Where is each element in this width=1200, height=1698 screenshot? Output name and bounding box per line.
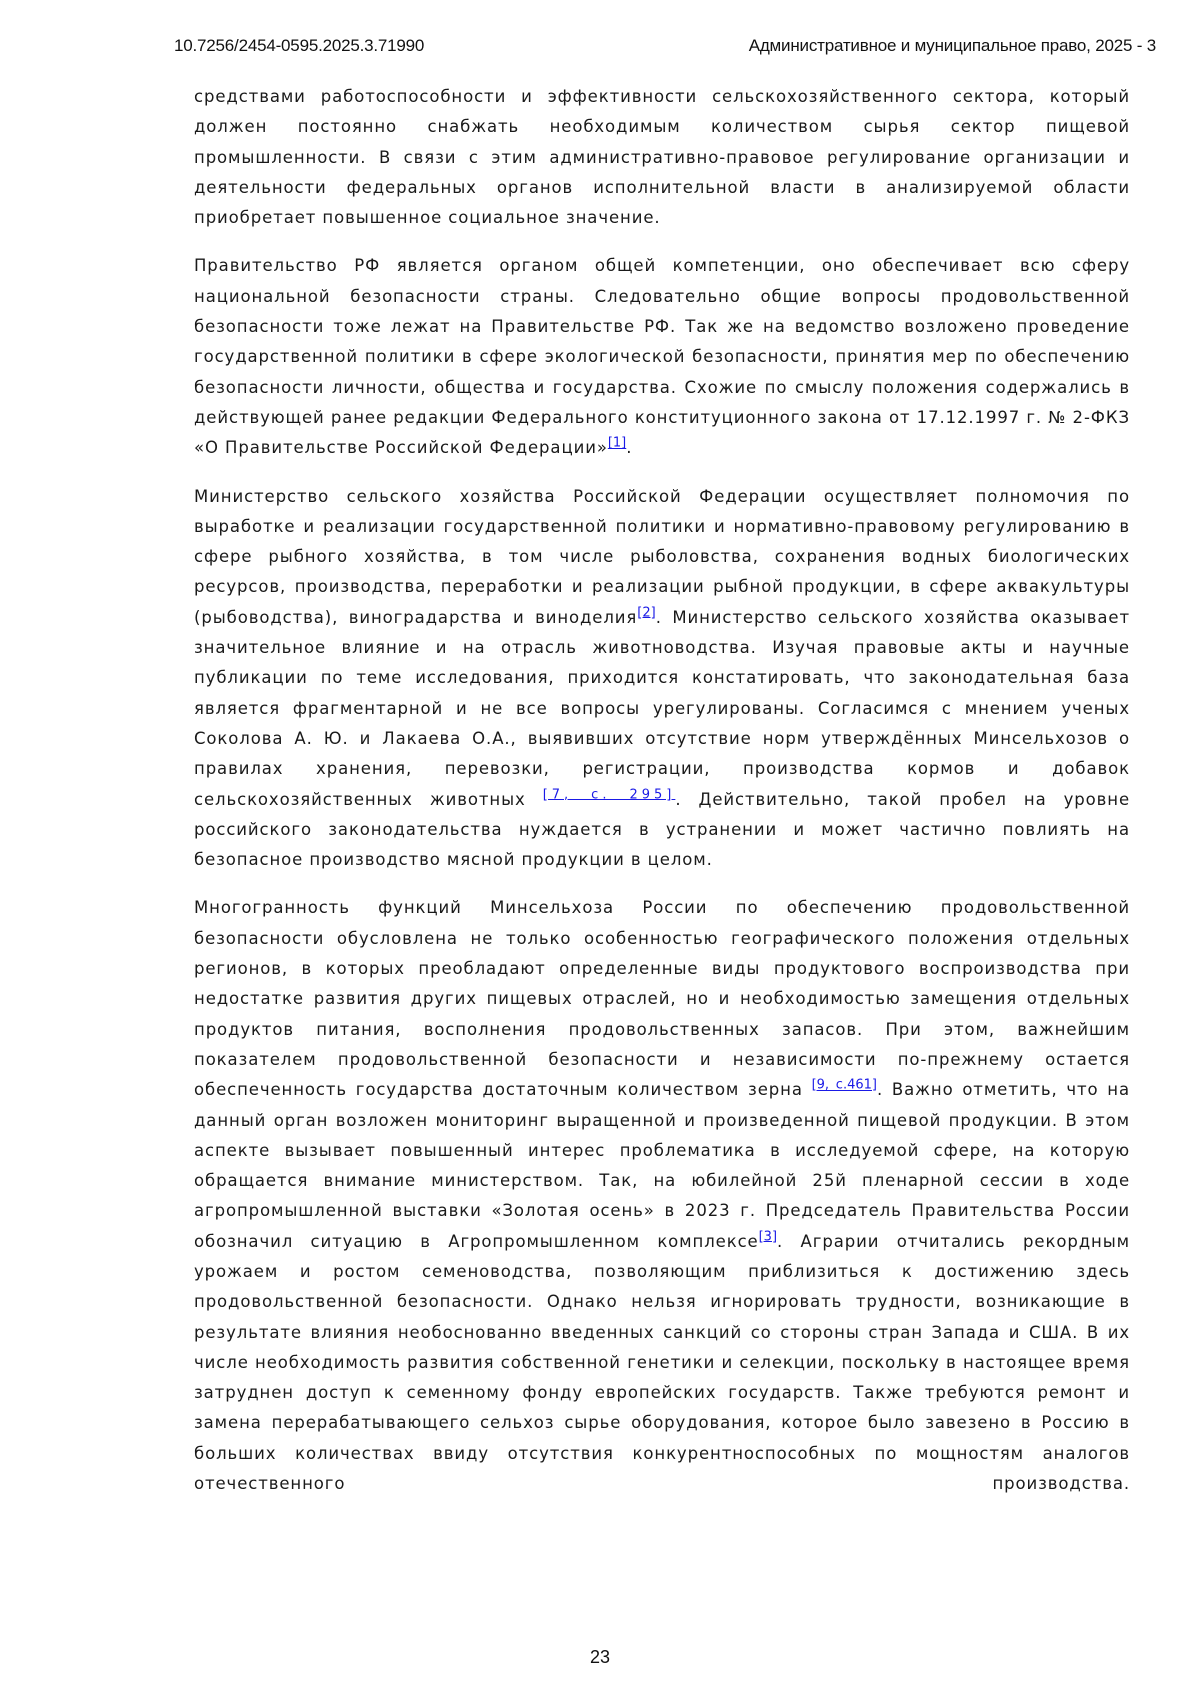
paragraph-text: средствами работоспособности и эффективности сельскохозяйственного сектора, который должен постоянно снабжать необходимым количеством сырья сектор пищевой промышленности. В связи с этим административно-правовое регулирование организации и деятельности федеральных органов исполнительной власти в анализируемой области приобретает повышенное социальное значение. (194, 87, 1130, 228)
journal-title: Административное и муниципальное право, 2025 - 3 (748, 36, 1156, 55)
paragraph-text: Министерство сельского хозяйства Российской Федерации осуществляет полномочия по выработке и реализации государственной политики и нормативно-правовому регулированию в сфере рыбного хозяйства, в том числе рыболовства, сохранения водных биологических ресурсов, производства, переработки и реализации рыбной продукции, в сфере аквакультуры (рыбоводства), виноградарства и виноделия (194, 486, 1130, 627)
paragraph (194, 251, 1130, 463)
paragraph-text: . Аграрии отчитались рекордным урожаем и ростом семеноводства, позволяющим приблизиться к достижению здесь продовольственной безопасности. Однако нельзя игнорировать трудности, возникающие в результате влияния необоснованно введенных санкций со стороны стран Запада и США. В их числе необходимость развития собственной генетики и селекции, поскольку в настоящее время затруднен доступ к семенному фонду европейских государств. Также требуются ремонт и замена перерабатывающего сельхоз сырье оборудования, которое было завезено в Россию в больших количествах ввиду отсутствия конкурентноспособных по мощностям аналогов отечественного производства. (194, 1231, 1130, 1494)
paragraph (194, 893, 1130, 1499)
paragraph-text: Правительство РФ является органом общей компетенции, оно обеспечивает всю сферу национальной безопасности страны. Следовательно общие вопросы продовольственной безопасности тоже лежат на Правительстве РФ. Так же на ведомство возложено проведение государственной политики в сфере экологической безопасности, принятия мер по обеспечению безопасности личности, общества и государства. Схожие по смыслу положения содержались в действующей ранее редакции Федерального конституционного закона от 17.12.1997 г. № 2-ФКЗ «О Правительстве Российской Федерации» (194, 256, 1130, 458)
page-number: 23 (589, 1647, 611, 1667)
article-body (194, 82, 1130, 1517)
running-head (174, 36, 1156, 62)
citation-link[interactable]: [1] (607, 435, 627, 451)
citation-link[interactable]: [2] (637, 605, 656, 621)
paragraph (194, 82, 1130, 233)
paragraph (194, 482, 1130, 876)
citation-link[interactable]: [9, с.461] (811, 1077, 877, 1093)
doi-label: 10.7256/2454-0595.2025.3.71990 (174, 36, 425, 55)
citation-link[interactable]: [3] (758, 1229, 778, 1245)
paragraph-text: Многогранность функций Минсельхоза России по обеспечению продовольственной безопасности обусловлена не только особенностью географического положения отдельных регионов, в которых преобладают определенные виды продуктового воспроизводства при недостатке развития других пищевых отраслей, но и необходимостью замещения отдельных продуктов питания, восполнения продовольственных запасов. При этом, важнейшим показателем продовольственной безопасности и независимости по-прежнему остается обеспеченность государства достаточным количеством зерна (194, 898, 1130, 1100)
paragraph-text: . Действительно, такой пробел на уровне российского законодательства нуждается в устранении и может частично повлиять на безопасное производство мясной продукции в целом. (194, 789, 1131, 870)
paragraph-text: . (626, 438, 633, 458)
paragraph-text: . Министерство сельского хозяйства оказывает значительное влияние и на отрасль животноводства. Изучая правовые акты и научные публикации по теме исследования, приходится констатировать, что законодательная база является фрагментарной и не все вопросы урегулированы. Согласимся с мнением ученых Соколова А. Ю. и Лакаева О.А., выявивших отсутствие норм утверждённых Минсельхозов о правилах хранения, перевозки, регистрации, производства кормов и добавок сельскохозяйственных животных (194, 607, 1130, 809)
citation-link[interactable]: [7, с. 295] (542, 787, 676, 803)
paragraph-text: . Важно отметить, что на данный орган возложен мониторинг выращенной и произведенной пищевой продукции. В этом аспекте вызывает повышенный интерес проблематика в исследуемой сфере, на которую обращается внимание министерством. Так, на юбилейной 25й пленарной сессии в ходе агропромышленной выставки «Золотая осень» в 2023 г. Председатель Правительства России обозначил ситуацию в Агропромышленном комплексе (194, 1080, 1130, 1251)
